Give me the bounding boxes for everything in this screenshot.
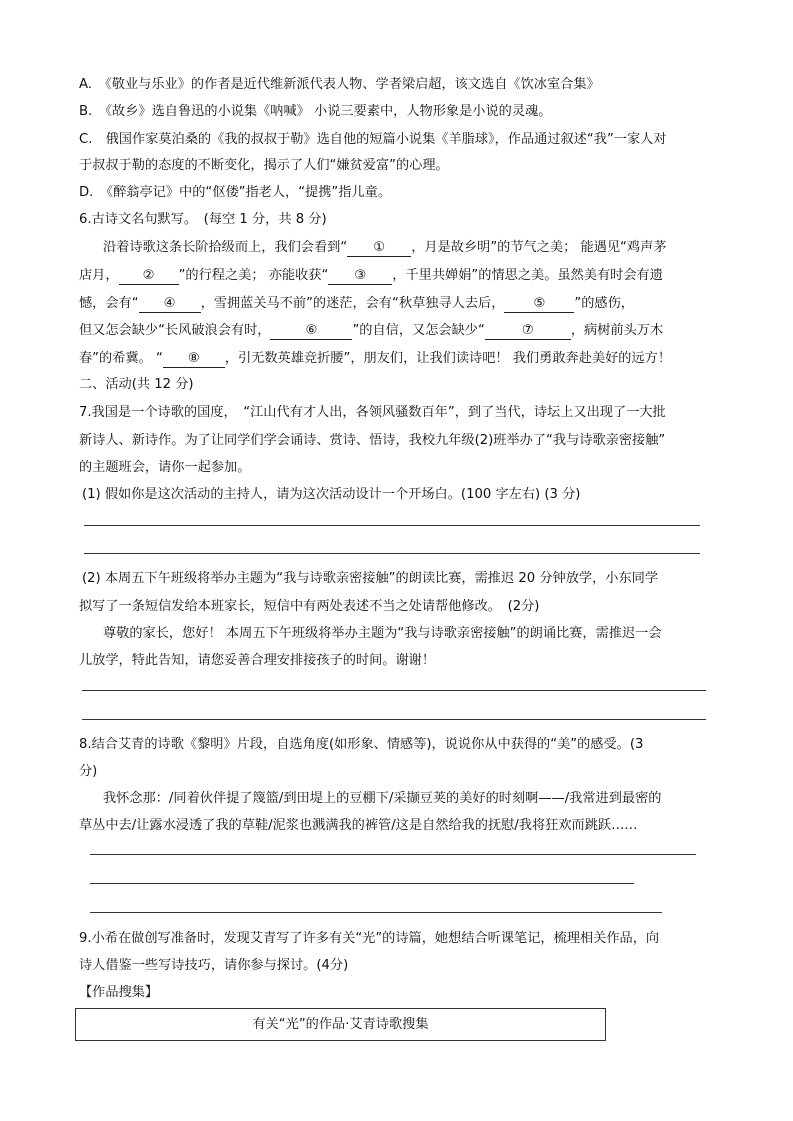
q7-part2-line1: (2) 本周五下午班级将举办主题为“我与诗歌亲密接触”的朗读比赛，需推迟 20 分钟放学，小东同学 [82, 571, 659, 586]
q6-text: 憾，会有“ [79, 296, 139, 311]
option-d: D. 《醉翁亭记》中的“伛偻”指老人，“提携”指儿童。 [79, 185, 392, 200]
answer-line[interactable] [82, 690, 706, 691]
blank-5[interactable]: ⑤ [504, 295, 574, 313]
q7-line1: 7.我国是一个诗歌的国度， “江山代有才人出，各领风骚数百年”，到了当代，诗坛上又出现了一大批 [79, 405, 666, 420]
q9-line1: 9.小希在做创写准备时，发现艾青写了许多有关“光”的诗篇，她想结合听课笔记，梳理相关作品，向 [79, 931, 660, 946]
answer-line[interactable] [84, 553, 700, 554]
blank-2[interactable]: ② [119, 267, 179, 285]
q7-part1: (1) 假如你是这次活动的主持人，请为这次活动设计一个开场白。(100 字左右) (3 分) [82, 487, 581, 502]
option-c-line2: 于叔叔于勒的态度的不断变化，揭示了人们“嫌贫爱富”的心理。 [79, 158, 449, 173]
q7-line2: 新诗人、新诗作。为了让同学们学会诵诗、赏诗、悟诗，我校九年级(2)班举办了“我与诗歌亲密接触” [79, 433, 666, 448]
answer-line[interactable] [84, 525, 700, 526]
q6-text: ，病树前头万木 [570, 323, 664, 338]
option-c-line1: C. 俄国作家莫泊桑的《我的叔叔于勒》选自他的短篇小说集《羊脂球》，作品通过叙述“我”一家人对 [79, 132, 667, 147]
answer-line[interactable] [90, 912, 662, 913]
works-table-title: 有关“光”的作品·艾青诗歌搜集 [252, 1017, 429, 1032]
blank-4[interactable]: ④ [139, 295, 201, 313]
q6-text: 春”的希冀。 “ [79, 351, 163, 366]
q7-part2-line2: 拟写了一条短信发给本班家长，短信中有两处表述不当之处请帮他修改。 (2分) [79, 599, 540, 614]
q6-line4 [79, 321, 663, 341]
q6-line1 [103, 238, 666, 258]
q6-text: 沿着诗歌这条长阶拾级而上，我们会看到“ [103, 240, 348, 255]
q9-section-tag: 【作品搜集】 [79, 985, 159, 1000]
q6-text: ，千里共婵娟”的情思之美。虽然美有时会有遗 [392, 268, 663, 283]
q6-text: 但又怎会缺少“长风破浪会有时， [79, 323, 271, 338]
q6-text: ，雪拥蓝关马不前”的迷茫，会有“秋草独寻人去后， [200, 296, 505, 311]
blank-7[interactable]: ⑦ [485, 322, 571, 340]
sms-line2: 儿放学，特此告知，请您妥善合理安排接孩子的时间。谢谢！ [79, 653, 436, 668]
q8-line1: 8.结合艾青的诗歌《黎明》片段，自选角度(如形象、情感等)，说说你从中获得的“美”的感受。(3 [79, 737, 644, 752]
q6-line2 [79, 266, 663, 286]
answer-line[interactable] [90, 883, 634, 884]
q6-text: ，月是故乡明”的节气之美； 能遇见“鸡声茅 [411, 240, 667, 255]
q6-text: ”的行程之美； 亦能收获“ [178, 268, 329, 283]
q7-line3: 的主题班会，请你一起参加。 [79, 460, 251, 475]
q9-line2: 诗人借鉴一些写诗技巧，请你参与探讨。(4分) [79, 958, 349, 973]
q6-heading: 6.古诗文名句默写。 (每空 1 分，共 8 分) [79, 212, 327, 227]
blank-8[interactable]: ⑧ [163, 350, 225, 368]
sms-line1: 尊敬的家长，您好！ 本周五下午班级将举办主题为“我与诗歌亲密接触”的朗诵比赛，需推迟一会 [103, 626, 662, 641]
blank-1[interactable]: ① [347, 239, 411, 257]
q6-text: ”的感伤， [574, 296, 634, 311]
answer-line[interactable] [90, 854, 696, 855]
poem-line2: 草丛中去/让露水浸透了我的草鞋/泥浆也溅满我的裤管/这是自然给我的抚慰/我将狂欢而跳跃…… [79, 818, 638, 833]
q6-text: 店月， [79, 268, 119, 283]
works-table-header [75, 1008, 606, 1041]
section-2-heading: 二、活动(共 12 分) [79, 377, 194, 392]
q8-line2: 分) [79, 764, 98, 779]
q6-text: ”的自信，又怎会缺少“ [352, 323, 485, 338]
blank-6[interactable]: ⑥ [270, 322, 352, 340]
q6-line5 [79, 349, 671, 369]
option-a: A. 《敬业与乐业》的作者是近代维新派代表人物、学者梁启超，该文选自《饮冰室合集》 [79, 77, 600, 92]
q6-text: ，引无数英雄竞折腰”，朋友们，让我们读诗吧！ 我们勇敢奔赴美好的远方！ [224, 351, 672, 366]
q6-line3 [79, 294, 634, 314]
poem-line1: 我怀念那：/同着伙伴提了篾篮/到田堤上的豆棚下/采撷豆荚的美好的时刻啊——/我常进到最密的 [103, 791, 662, 806]
answer-line[interactable] [82, 719, 706, 720]
option-b: B. 《故乡》选自鲁迅的小说集《呐喊》 小说三要素中，人物形象是小说的灵魂。 [79, 104, 552, 119]
blank-3[interactable]: ③ [328, 267, 392, 285]
